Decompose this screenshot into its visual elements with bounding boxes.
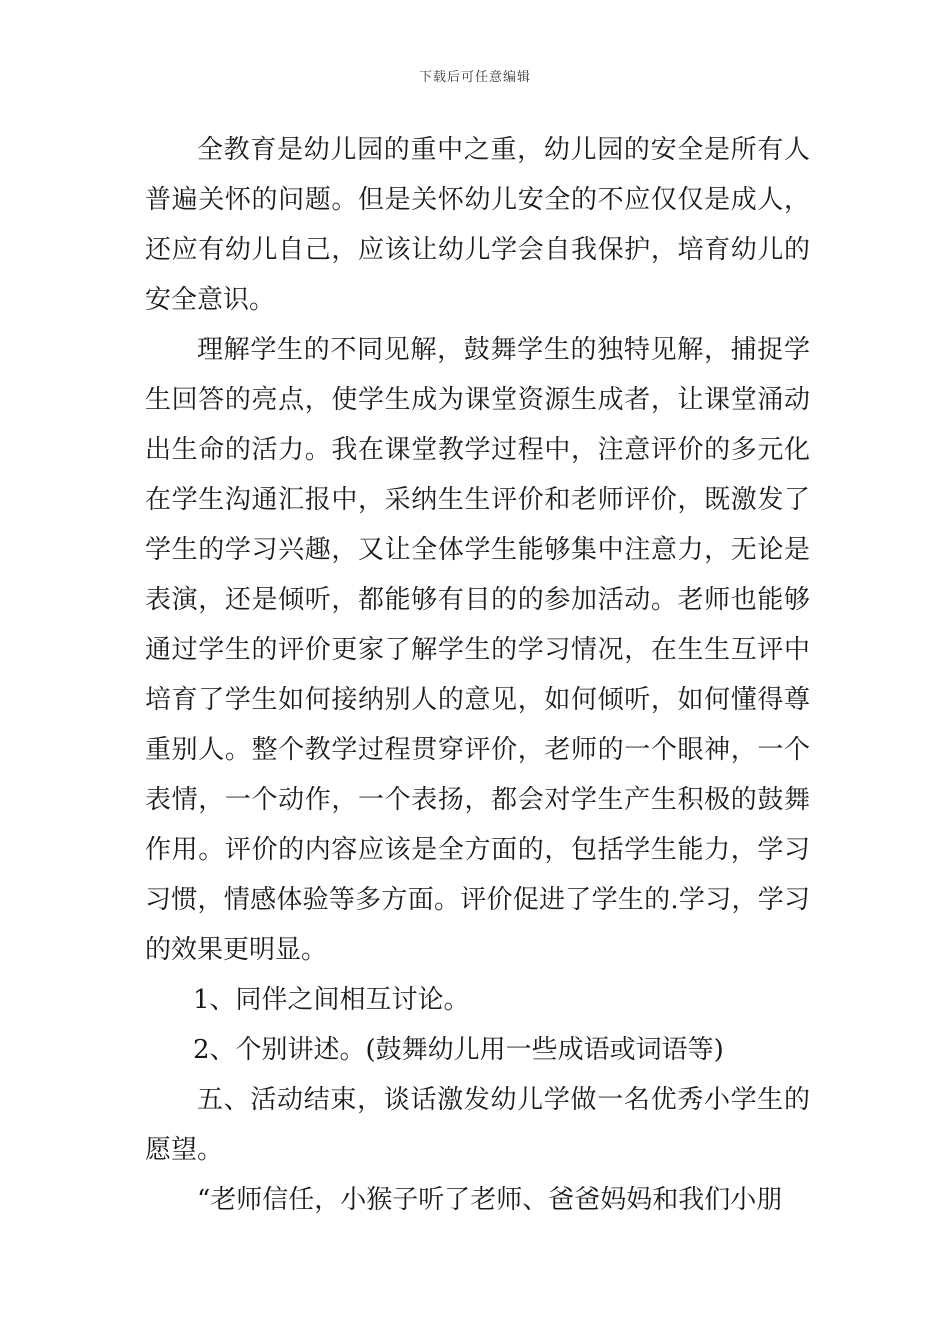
paragraph-quote: “老师信任，小猴子听了老师、爸爸妈妈和我们小朋 [197, 1185, 783, 1215]
page-header: 下载后可任意编辑 [418, 70, 531, 85]
paragraph-activity-end: 五、活动结束，谈话激发幼儿学做一名优秀小学生的愿望。 [145, 1085, 810, 1165]
paragraph-evaluation: 理解学生的不同见解，鼓舞学生的独特见解，捕捉学生回答的亮点，使学生成为课堂资源生成者，让课堂涌动出生命的活力。我在课堂教学过程中，注意评价的多元化在学生沟通汇报中，采纳生生评价和老师评价，既激发了学生的学习兴趣，又让全体学生能够集中注意力，无论是表演，还是倾听，都能够有目的的参加活动。老师也能够通过学生的评价更家了解学生的学习情况，在生生互评中培育了学生如何接纳别人的意见，如何倾听，如何懂得尊重别人。整个教学过程贯穿评价，老师的一个眼神，一个表情，一个动作，一个表扬，都会对学生产生积极的鼓舞作用。评价的内容应该是全方面的，包括学生能力，学习习惯，情感体验等多方面。评价促进了学生的.学习，学习的效果更明显。 [145, 335, 810, 965]
list-item-narration: 2、个别讲述。(鼓舞幼儿用一些成语或词语等) [193, 1035, 724, 1065]
list-item-discussion: 1、同伴之间相互讨论。 [193, 985, 470, 1015]
document-body [145, 125, 810, 1225]
paragraph-safety: 全教育是幼儿园的重中之重，幼儿园的安全是所有人普遍关怀的问题。但是关怀幼儿安全的不应仅仅是成人，还应有幼儿自己，应该让幼儿学会自我保护，培育幼儿的安全意识。 [145, 135, 810, 315]
